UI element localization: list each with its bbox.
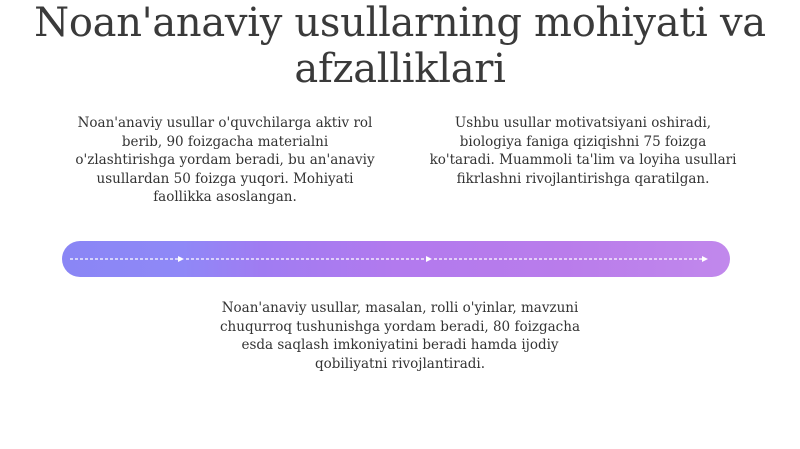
- slide-title: Noan'anaviy usullarning mohiyati va afzalliklari: [34, 0, 766, 92]
- arrow-head-1: [178, 256, 184, 262]
- paragraph-bottom: Noan'anaviy usullar, masalan, rolli o'yinlar, mavzuni chuqurroq tushunishga yordam beradi, 80 foizgacha esda saqlash imkoniyatini beradi hamda ijodiy qobiliyatni rivojlantiradi.: [220, 300, 580, 372]
- paragraph-right: Ushbu usullar motivatsiyani oshiradi, biologiya faniga qiziqishni 75 foizga ko'taradi. Muammoli ta'lim va loyiha usullari fikrlashni rivojlantirishga qaratilgan.: [429, 115, 737, 187]
- arrow-head-3: [702, 256, 708, 262]
- arrow-head-2: [426, 256, 432, 262]
- timeline-bar: [62, 241, 730, 277]
- paragraph-left: Noan'anaviy usullar o'quvchilarga aktiv rol berib, 90 foizgacha materialni o'zlashtirishga yordam beradi, bu an'anaviy usullardan 50 foizga yuqori. Mohiyati faollikka asoslangan.: [75, 115, 375, 205]
- timeline-arrows: [62, 241, 730, 277]
